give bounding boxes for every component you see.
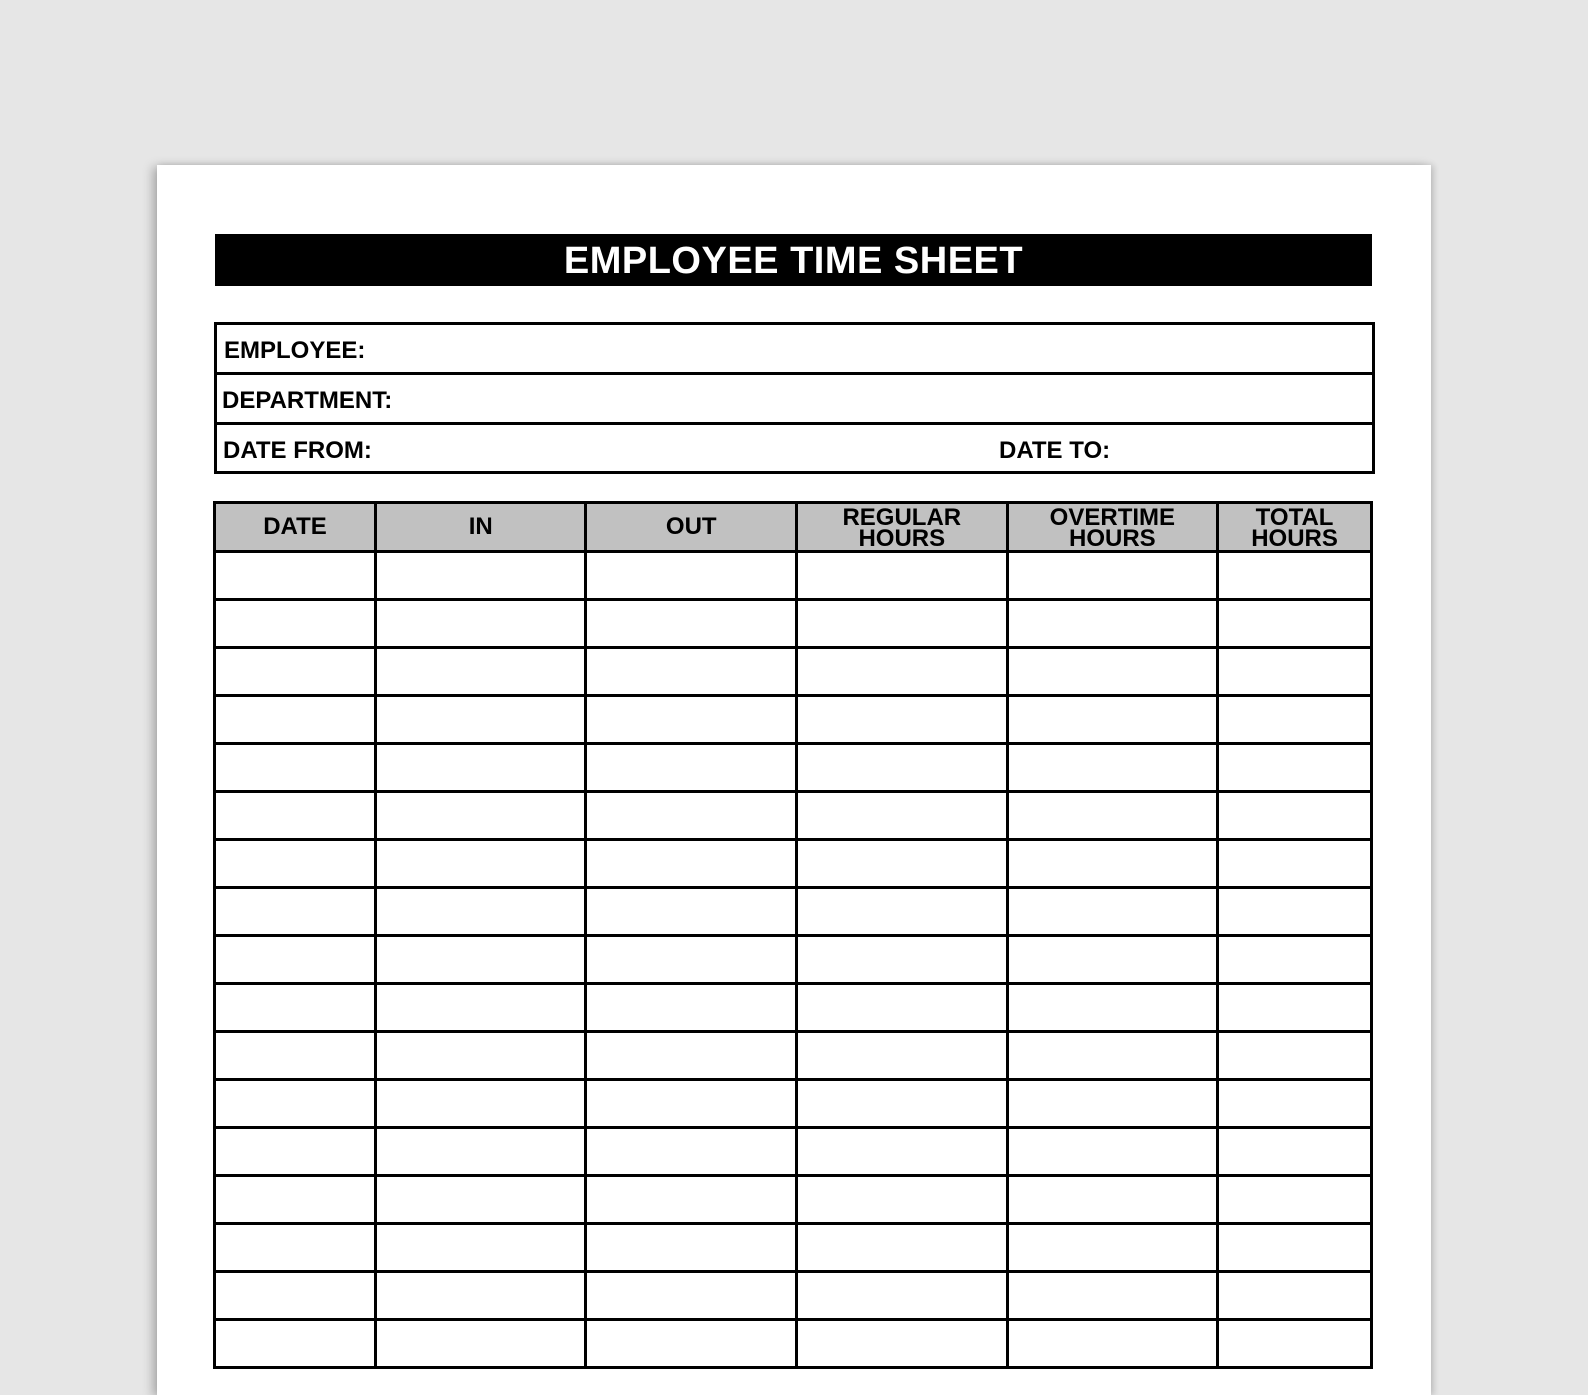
- table-row: [215, 792, 1372, 840]
- time-entry-table: [213, 501, 1373, 1369]
- cell-regular-hours[interactable]: [797, 1224, 1008, 1272]
- header-overtime-hours: [1007, 503, 1218, 552]
- cell-in[interactable]: [375, 648, 586, 696]
- cell-date[interactable]: [215, 696, 376, 744]
- cell-regular-hours[interactable]: [797, 1272, 1008, 1320]
- cell-total-hours[interactable]: [1218, 936, 1372, 984]
- cell-out[interactable]: [586, 984, 797, 1032]
- cell-regular-hours[interactable]: [797, 1320, 1008, 1368]
- cell-out[interactable]: [586, 1224, 797, 1272]
- cell-overtime-hours[interactable]: [1007, 792, 1218, 840]
- cell-in[interactable]: [375, 792, 586, 840]
- cell-date[interactable]: [215, 984, 376, 1032]
- cell-regular-hours[interactable]: [797, 984, 1008, 1032]
- cell-overtime-hours[interactable]: [1007, 696, 1218, 744]
- table-row: [215, 1176, 1372, 1224]
- table-row: [215, 1272, 1372, 1320]
- cell-total-hours[interactable]: [1218, 648, 1372, 696]
- header-regular-line1: REGULAR: [842, 504, 962, 531]
- header-total-hours: [1218, 503, 1372, 552]
- cell-overtime-hours[interactable]: [1007, 1176, 1218, 1224]
- date-from-label: DATE FROM:: [223, 437, 372, 464]
- cell-total-hours[interactable]: [1218, 1128, 1372, 1176]
- cell-overtime-hours[interactable]: [1007, 984, 1218, 1032]
- header-total-line1: TOTAL: [1255, 504, 1334, 531]
- cell-total-hours[interactable]: [1218, 1080, 1372, 1128]
- cell-out[interactable]: [586, 1128, 797, 1176]
- cell-regular-hours[interactable]: [797, 648, 1008, 696]
- cell-out[interactable]: [586, 792, 797, 840]
- cell-date[interactable]: [215, 1320, 376, 1368]
- cell-regular-hours[interactable]: [797, 1176, 1008, 1224]
- cell-total-hours[interactable]: [1218, 552, 1372, 600]
- header-date-label: DATE: [263, 513, 327, 540]
- cell-in[interactable]: [375, 600, 586, 648]
- header-overtime-line1: OVERTIME: [1049, 504, 1176, 531]
- cell-in[interactable]: [375, 984, 586, 1032]
- cell-in[interactable]: [375, 840, 586, 888]
- cell-total-hours[interactable]: [1218, 792, 1372, 840]
- cell-date[interactable]: [215, 1272, 376, 1320]
- header-in-label: IN: [468, 513, 493, 540]
- cell-out[interactable]: [586, 648, 797, 696]
- cell-out[interactable]: [586, 1080, 797, 1128]
- header-date: [215, 503, 376, 552]
- table-header-row: [215, 503, 1372, 552]
- cell-in[interactable]: [375, 1080, 586, 1128]
- cell-overtime-hours[interactable]: [1007, 936, 1218, 984]
- cell-overtime-hours[interactable]: [1007, 840, 1218, 888]
- cell-date[interactable]: [215, 1128, 376, 1176]
- cell-total-hours[interactable]: [1218, 744, 1372, 792]
- header-in: [375, 503, 586, 552]
- cell-total-hours[interactable]: [1218, 696, 1372, 744]
- cell-overtime-hours[interactable]: [1007, 1272, 1218, 1320]
- cell-overtime-hours[interactable]: [1007, 600, 1218, 648]
- cell-total-hours[interactable]: [1218, 600, 1372, 648]
- cell-out[interactable]: [586, 600, 797, 648]
- cell-date[interactable]: [215, 1176, 376, 1224]
- cell-total-hours[interactable]: [1218, 984, 1372, 1032]
- cell-regular-hours[interactable]: [797, 1080, 1008, 1128]
- cell-total-hours[interactable]: [1218, 840, 1372, 888]
- table-row: [215, 648, 1372, 696]
- cell-date[interactable]: [215, 1032, 376, 1080]
- cell-out[interactable]: [586, 936, 797, 984]
- header-total-line2: HOURS: [1251, 525, 1338, 552]
- employee-label: EMPLOYEE:: [224, 337, 366, 364]
- date-range-row[interactable]: [217, 425, 1372, 471]
- cell-overtime-hours[interactable]: [1007, 1080, 1218, 1128]
- cell-in[interactable]: [375, 936, 586, 984]
- cell-overtime-hours[interactable]: [1007, 1224, 1218, 1272]
- cell-in[interactable]: [375, 696, 586, 744]
- cell-out[interactable]: [586, 744, 797, 792]
- cell-regular-hours[interactable]: [797, 552, 1008, 600]
- cell-date[interactable]: [215, 600, 376, 648]
- table-row: [215, 1320, 1372, 1368]
- cell-regular-hours[interactable]: [797, 1128, 1008, 1176]
- cell-regular-hours[interactable]: [797, 744, 1008, 792]
- cell-out[interactable]: [586, 696, 797, 744]
- cell-in[interactable]: [375, 1032, 586, 1080]
- cell-in[interactable]: [375, 1176, 586, 1224]
- cell-out[interactable]: [586, 1272, 797, 1320]
- cell-in[interactable]: [375, 1320, 586, 1368]
- cell-out[interactable]: [586, 1176, 797, 1224]
- time-sheet-page: [157, 165, 1431, 1395]
- cell-date[interactable]: [215, 552, 376, 600]
- cell-date[interactable]: [215, 888, 376, 936]
- cell-total-hours[interactable]: [1218, 888, 1372, 936]
- cell-out[interactable]: [586, 888, 797, 936]
- table-row: [215, 552, 1372, 600]
- table-row: [215, 696, 1372, 744]
- cell-overtime-hours[interactable]: [1007, 1032, 1218, 1080]
- cell-date[interactable]: [215, 1224, 376, 1272]
- header-out-label: OUT: [665, 513, 717, 540]
- cell-in[interactable]: [375, 1128, 586, 1176]
- table-row: [215, 936, 1372, 984]
- employee-row[interactable]: [217, 325, 1372, 375]
- cell-in[interactable]: [375, 1224, 586, 1272]
- cell-date[interactable]: [215, 1080, 376, 1128]
- department-row[interactable]: [217, 375, 1372, 425]
- cell-overtime-hours[interactable]: [1007, 648, 1218, 696]
- table-row: [215, 840, 1372, 888]
- cell-regular-hours[interactable]: [797, 936, 1008, 984]
- cell-regular-hours[interactable]: [797, 888, 1008, 936]
- cell-date[interactable]: [215, 792, 376, 840]
- cell-regular-hours[interactable]: [797, 792, 1008, 840]
- header-regular-hours: [797, 503, 1008, 552]
- cell-overtime-hours[interactable]: [1007, 552, 1218, 600]
- table-row: [215, 888, 1372, 936]
- cell-total-hours[interactable]: [1218, 1032, 1372, 1080]
- cell-regular-hours[interactable]: [797, 840, 1008, 888]
- table-row: [215, 984, 1372, 1032]
- cell-total-hours[interactable]: [1218, 1272, 1372, 1320]
- cell-in[interactable]: [375, 1272, 586, 1320]
- cell-date[interactable]: [215, 840, 376, 888]
- cell-out[interactable]: [586, 1032, 797, 1080]
- table-row: [215, 1128, 1372, 1176]
- table-row: [215, 1224, 1372, 1272]
- page-title: EMPLOYEE TIME SHEET: [215, 234, 1372, 286]
- header-regular-line2: HOURS: [858, 525, 946, 552]
- cell-total-hours[interactable]: [1218, 1176, 1372, 1224]
- date-to-label: DATE TO:: [999, 437, 1111, 464]
- cell-date[interactable]: [215, 744, 376, 792]
- employee-info-box: [214, 322, 1375, 474]
- cell-regular-hours[interactable]: [797, 696, 1008, 744]
- table-row: [215, 1032, 1372, 1080]
- cell-overtime-hours[interactable]: [1007, 744, 1218, 792]
- table-row: [215, 744, 1372, 792]
- cell-regular-hours[interactable]: [797, 600, 1008, 648]
- cell-out[interactable]: [586, 840, 797, 888]
- table-row: [215, 600, 1372, 648]
- cell-in[interactable]: [375, 744, 586, 792]
- header-overtime-line2: HOURS: [1069, 525, 1156, 552]
- cell-in[interactable]: [375, 552, 586, 600]
- cell-total-hours[interactable]: [1218, 1224, 1372, 1272]
- cell-date[interactable]: [215, 936, 376, 984]
- cell-overtime-hours[interactable]: [1007, 888, 1218, 936]
- table-body: [215, 552, 1372, 1368]
- header-out: [586, 503, 797, 552]
- department-label: DEPARTMENT:: [222, 387, 393, 414]
- cell-date[interactable]: [215, 648, 376, 696]
- cell-overtime-hours[interactable]: [1007, 1128, 1218, 1176]
- cell-overtime-hours[interactable]: [1007, 1320, 1218, 1368]
- cell-in[interactable]: [375, 888, 586, 936]
- cell-regular-hours[interactable]: [797, 1032, 1008, 1080]
- cell-out[interactable]: [586, 552, 797, 600]
- table-row: [215, 1080, 1372, 1128]
- cell-total-hours[interactable]: [1218, 1320, 1372, 1368]
- cell-out[interactable]: [586, 1320, 797, 1368]
